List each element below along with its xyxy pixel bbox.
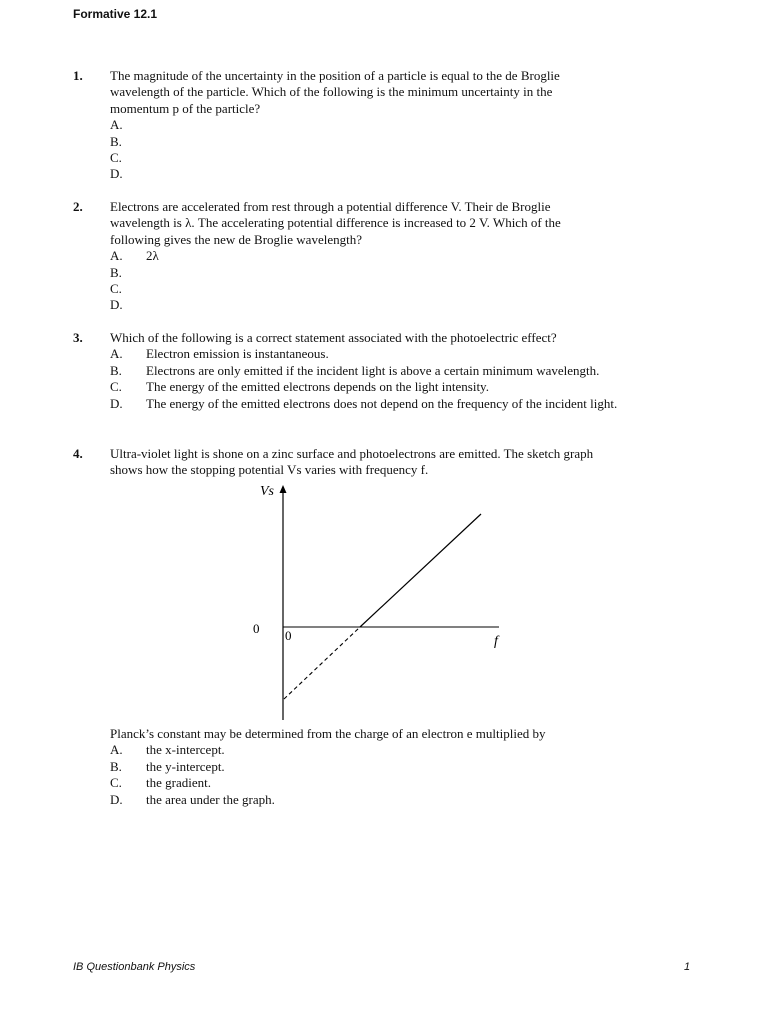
page-number: 1 [684, 961, 691, 973]
option-b: B. [110, 133, 122, 149]
y-axis-label: Vs [260, 484, 274, 499]
option-b: B. the y-intercept. [110, 758, 225, 774]
question-text: The magnitude of the uncertainty in the position of a particle is equal to the de Broglie wavelength of the particle. Which of the following is the minimum uncertainty in the momentum p of the particle? [110, 68, 560, 116]
option-d: D. the area under the graph. [110, 791, 275, 807]
question-4 [73, 446, 653, 479]
option-c: C. The energy of the emitted electrons depends on the light intensity. [110, 379, 489, 395]
footer-source: IB Questionbank Physics [73, 961, 196, 973]
question-number: 2. [73, 199, 83, 214]
option-b: B. [110, 264, 122, 280]
option-b: B. Electrons are only emitted if the incident light is above a certain minimum wavelength. [110, 362, 600, 378]
question-text: Which of the following is a correct statement associated with the photoelectric effect? [110, 330, 557, 345]
question-number: 1. [73, 68, 83, 83]
question-number: 3. [73, 330, 83, 345]
question-4-options [73, 726, 653, 808]
option-d: D. The energy of the emitted electrons does not depend on the frequency of the incident light. [110, 395, 618, 411]
option-a: A. the x-intercept. [110, 742, 225, 758]
question-text: Electrons are accelerated from rest through a potential difference V. Their de Broglie wavelength is λ. The accelerating potential difference is increased to 2 V. Which of the following gives the new de Broglie wavelength? [110, 199, 561, 247]
x-origin-label: 0 [285, 628, 292, 643]
option-d: D. [110, 297, 123, 313]
x-axis-label: f [494, 634, 498, 649]
question-number: 4. [73, 446, 83, 461]
option-a: A. [110, 117, 123, 133]
option-c: C. the gradient. [110, 775, 211, 791]
question-1 [73, 68, 653, 183]
question-3 [73, 330, 653, 412]
question-text: Ultra-violet light is shone on a zinc surface and photoelectrons are emitted. The sketch graph shows how the stopping potential Vs varies with frequency f. [110, 446, 594, 478]
option-d: D. [110, 166, 123, 182]
option-c: C. [110, 150, 122, 165]
dashed-extrapolation [284, 627, 360, 699]
question-text: Planck’s constant may be determined from the charge of an electron e multiplied by [110, 726, 546, 741]
y-axis-arrow [280, 485, 287, 493]
option-a: A. Electron emission is instantaneous. [110, 346, 329, 362]
y-origin-label: 0 [253, 621, 260, 636]
option-c: C. [110, 281, 122, 297]
stopping-potential-graph [240, 478, 520, 723]
solid-line [360, 514, 481, 627]
page-title: Formative 12.1 [73, 7, 158, 21]
option-a: A. 2λ [110, 248, 159, 264]
question-2 [73, 199, 653, 314]
